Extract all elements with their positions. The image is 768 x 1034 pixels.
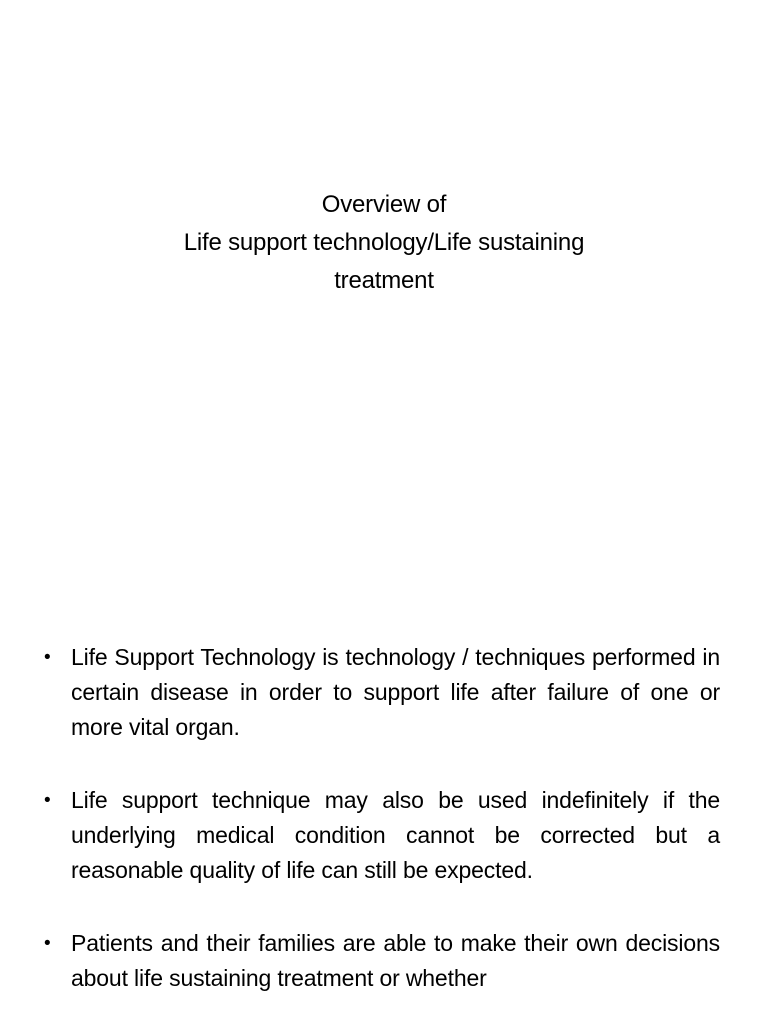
bullet-text: Life Support Technology is technology / techniques performed in certain disease in order to support life after failure of one or more vital organ. <box>71 644 720 740</box>
bullet-marker: • <box>44 790 51 811</box>
title-line: Overview of <box>321 191 447 218</box>
content-slide <box>0 576 768 1024</box>
bullet-marker: • <box>44 647 51 668</box>
title-line: Life support technology/Life sustaining <box>183 229 585 256</box>
bullet-item <box>40 926 720 996</box>
bullet-list <box>40 640 720 1034</box>
title-line: treatment <box>334 267 434 294</box>
bullet-text: Life support technique may also be used indefinitely if the underlying medical condition cannot be corrected but a reasonable quality of life can still be expected. <box>71 787 720 883</box>
bullet-item <box>40 783 720 888</box>
slide-title <box>84 186 684 300</box>
bullet-text: Patients and their families are able to make their own decisions about life sustaining treatment or whether <box>71 930 720 991</box>
bullet-marker: • <box>44 933 51 954</box>
bullet-item <box>40 640 720 745</box>
